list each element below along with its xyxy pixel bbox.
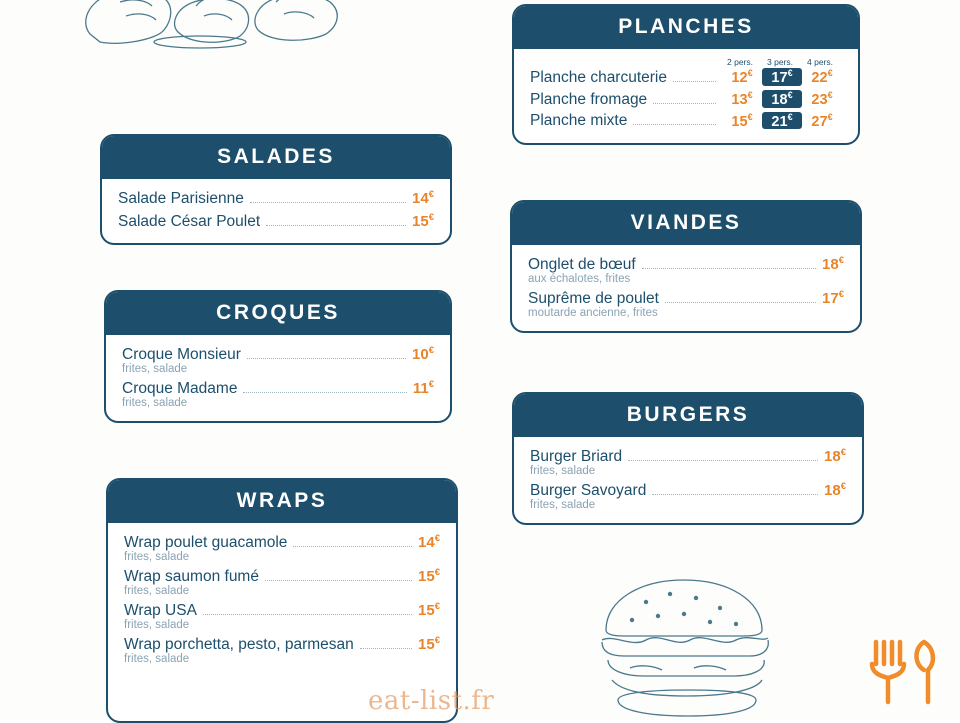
- item-price: 11€: [412, 379, 434, 397]
- item-price: 15€: [412, 212, 434, 230]
- menu-item: [124, 635, 440, 665]
- price-2pers: 13€: [731, 89, 753, 108]
- watermark: eat-list.fr: [368, 686, 495, 716]
- item-name: Wrap poulet guacamole: [124, 534, 288, 551]
- item-price: 14€: [418, 533, 440, 551]
- item-price: 14€: [412, 189, 434, 207]
- item-description: frites, salade: [124, 619, 190, 631]
- menu-item-row: [530, 90, 842, 109]
- item-description: aux échalotes, frites: [528, 273, 631, 285]
- item-price: 18€: [824, 447, 846, 465]
- item-name: Onglet de bœuf: [528, 256, 636, 273]
- menu-item: [530, 447, 846, 477]
- item-description: frites, salade: [122, 397, 188, 409]
- leader-dots: [360, 648, 412, 649]
- price-4pers: 22€: [811, 68, 833, 86]
- leader-dots: [247, 358, 406, 359]
- section-title-viandes: VIANDES: [512, 202, 860, 245]
- section-body-burgers: [514, 437, 862, 523]
- item-name: Burger Briard: [530, 448, 623, 465]
- section-card-planches: [512, 4, 860, 145]
- item-name: Suprême de poulet: [528, 290, 659, 307]
- section-title-burgers: BURGERS: [514, 394, 862, 437]
- leader-dots: [628, 460, 818, 461]
- burger-illustration: [584, 572, 814, 722]
- menu-item-row: [530, 112, 842, 131]
- menu-item: [124, 601, 440, 631]
- item-description: frites, salade: [124, 653, 190, 665]
- section-card-viandes: [510, 200, 862, 333]
- price-4pers: 23€: [811, 89, 833, 108]
- item-description: moutarde ancienne, frites: [528, 307, 658, 319]
- cheese-illustration: [60, 0, 360, 52]
- item-name: Wrap USA: [124, 602, 197, 619]
- leader-dots: [673, 81, 716, 82]
- price-3pers: 21€: [762, 112, 802, 130]
- price-4pers: 27€: [811, 111, 833, 130]
- section-card-salades: [100, 134, 452, 245]
- item-description: frites, salade: [122, 363, 188, 375]
- menu-item: [530, 481, 846, 511]
- item-name: Wrap porchetta, pesto, parmesan: [124, 636, 354, 653]
- item-price: 18€: [824, 481, 846, 499]
- leader-dots: [653, 103, 716, 104]
- item-description: frites, salade: [124, 585, 190, 597]
- item-name: Salade Parisienne: [118, 190, 244, 207]
- item-name: Planche fromage: [530, 90, 648, 108]
- item-prices: [722, 90, 842, 108]
- menu-item: [118, 189, 434, 208]
- leader-dots: [265, 580, 412, 581]
- leader-dots: [633, 124, 716, 125]
- item-name: Wrap saumon fumé: [124, 568, 259, 585]
- menu-item-row: [530, 68, 842, 87]
- menu-item: [124, 567, 440, 597]
- section-title-planches: PLANCHES: [514, 6, 858, 49]
- menu-item: [528, 289, 844, 319]
- planches-column-headers: [530, 57, 840, 67]
- item-description: frites, salade: [530, 465, 596, 477]
- menu-item: [118, 212, 434, 231]
- fork-knife-logo: [864, 636, 942, 706]
- leader-dots: [665, 302, 816, 303]
- item-description: frites, salade: [124, 551, 190, 563]
- item-price: 17€: [822, 289, 844, 307]
- item-name: Planche charcuterie: [530, 68, 667, 86]
- price-2pers: 12€: [731, 68, 753, 86]
- section-title-wraps: WRAPS: [108, 480, 456, 523]
- section-body-croques: [106, 335, 450, 421]
- item-description: frites, salade: [530, 499, 596, 511]
- leader-dots: [250, 202, 406, 203]
- section-body-viandes: [512, 245, 860, 331]
- item-name: Croque Monsieur: [122, 346, 241, 363]
- section-card-croques: [104, 290, 452, 423]
- item-price: 15€: [418, 601, 440, 619]
- planches-col-2pers: 2 pers.: [727, 57, 753, 67]
- section-title-salades: SALADES: [102, 136, 450, 179]
- leader-dots: [203, 614, 412, 615]
- price-3pers: 17€: [762, 68, 802, 86]
- leader-dots: [652, 494, 818, 495]
- item-name: Burger Savoyard: [530, 482, 647, 499]
- leader-dots: [293, 546, 412, 547]
- item-prices: [722, 68, 842, 86]
- menu-item: [528, 255, 844, 285]
- planches-col-4pers: 4 pers.: [807, 57, 833, 67]
- menu-item: [122, 379, 434, 409]
- menu-item: [122, 345, 434, 375]
- leader-dots: [642, 268, 816, 269]
- section-body-planches: [514, 49, 858, 143]
- price-2pers: 15€: [731, 111, 753, 130]
- price-3pers: 18€: [762, 90, 802, 108]
- planches-col-3pers: 3 pers.: [767, 57, 793, 67]
- item-price: 15€: [418, 635, 440, 653]
- item-price: 15€: [418, 567, 440, 585]
- section-body-salades: [102, 179, 450, 243]
- section-card-burgers: [512, 392, 864, 525]
- leader-dots: [243, 392, 406, 393]
- item-prices: [722, 112, 842, 130]
- item-name: Planche mixte: [530, 112, 628, 130]
- menu-item: [124, 533, 440, 563]
- item-price: 10€: [412, 345, 434, 363]
- section-title-croques: CROQUES: [106, 292, 450, 335]
- section-body-wraps: [108, 523, 456, 677]
- leader-dots: [266, 225, 406, 226]
- item-name: Croque Madame: [122, 380, 238, 397]
- item-name: Salade César Poulet: [118, 213, 261, 230]
- item-price: 18€: [822, 255, 844, 273]
